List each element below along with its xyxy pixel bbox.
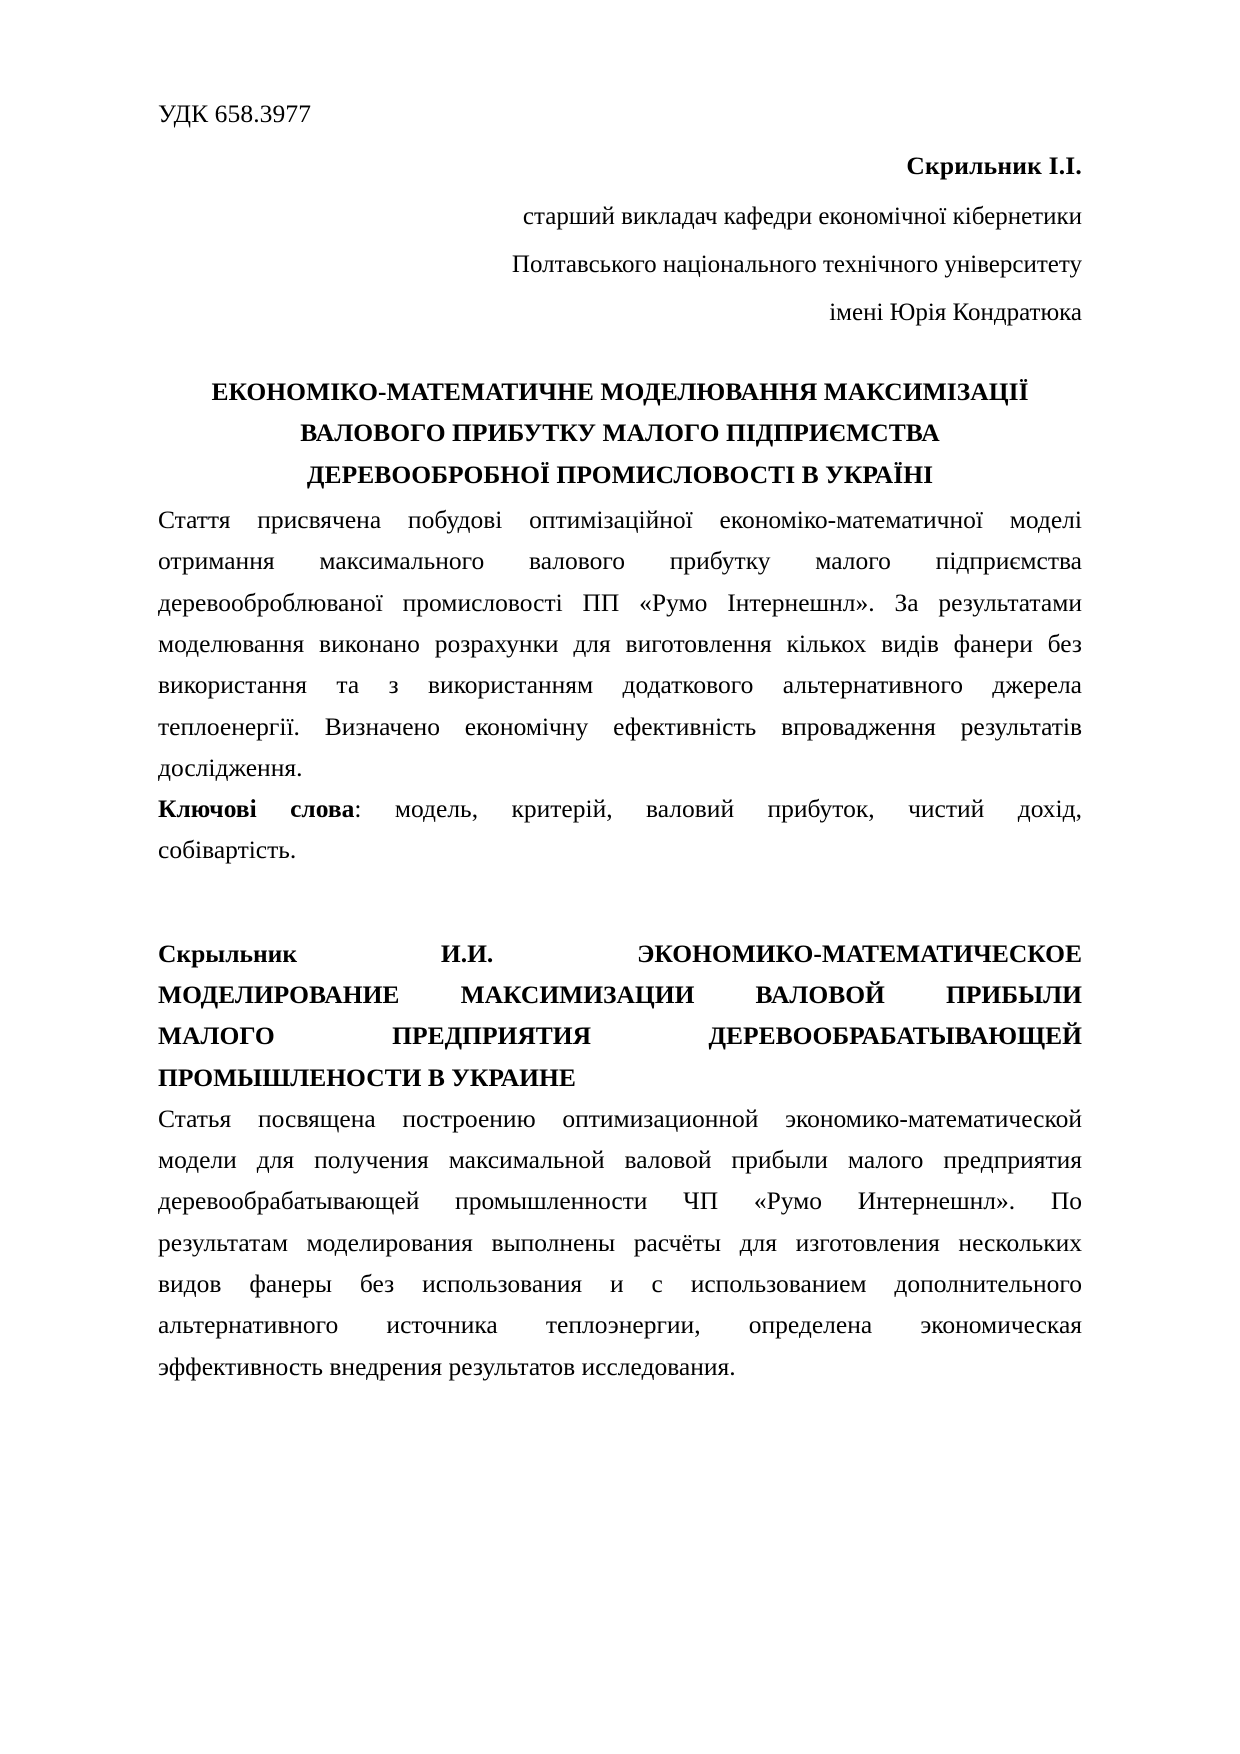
section-divider-space [158, 871, 1082, 933]
title-russian-line-3: МАЛОГО ПРЕДПРИЯТИЯ ДЕРЕВООБРАБАТЫВАЮЩЕЙ [158, 1021, 1082, 1051]
keywords-ukrainian-values-line-1: модель, критерій, валовий прибуток, чистий дохід, [394, 794, 1082, 824]
abstract-russian-line-5: видов фанеры без использования и с использованием дополнительного [158, 1269, 1082, 1299]
author-name: Скрильник І.І. [906, 150, 1082, 180]
abstract-ukrainian [158, 499, 1082, 788]
abstract-russian-line-2: модели для получения максимальной валовой прибыли малого предприятия [158, 1145, 1082, 1175]
page-content [158, 98, 1082, 1387]
keywords-ukrainian-values-line-2: собівартість. [158, 835, 297, 865]
abstract-russian [158, 1098, 1082, 1387]
author-header-block [158, 150, 1082, 327]
abstract-russian-line-1: Статья посвящена построению оптимизационной экономико-математической [158, 1103, 1082, 1133]
title-russian-line-2: МОДЕЛИРОВАНИЕ МАКСИМИЗАЦИИ ВАЛОВОЙ ПРИБЫЛИ [158, 979, 1082, 1009]
abstract-russian-line-6: альтернативного источника теплоэнергии, определена экономическая [158, 1310, 1082, 1340]
title-russian-line-4: ПРОМЫШЛЕНОСТИ В УКРАИНЕ [158, 1062, 576, 1092]
abstract-ukrainian-line-2: отримання максимального валового прибутку малого підприємства [158, 546, 1082, 576]
abstract-ukrainian-line-5: використання та з використанням додаткового альтернативного джерела [158, 670, 1082, 700]
abstract-ukrainian-line-4: моделювання виконано розрахунки для виготовлення кількох видів фанери без [158, 628, 1082, 658]
title-ukrainian-line-2: ВАЛОВОГО ПРИБУТКУ МАЛОГО ПІДПРИЄМСТВА [300, 418, 940, 448]
abstract-russian-line-4: результатам моделирования выполнены расчёты для изготовления нескольких [158, 1227, 1082, 1257]
abstract-ukrainian-line-1: Стаття присвячена побудові оптимізаційної економіко-математичної моделі [158, 505, 1082, 535]
keywords-ukrainian-label: Ключові слова [158, 794, 355, 824]
abstract-russian-line-7: эффективность внедрения результатов исследования. [158, 1351, 736, 1381]
keywords-ukrainian-line-1 [158, 788, 1082, 829]
title-ukrainian [158, 371, 1082, 495]
abstract-ukrainian-line-6: теплоенергії. Визначено економічну ефективність впровадження результатів [158, 711, 1082, 741]
abstract-ukrainian-line-3: деревооброблюваної промисловості ПП «Румо Інтернешнл». За результатами [158, 587, 1082, 617]
keywords-ukrainian [158, 788, 1082, 871]
udc-code: УДК 658.3977 [158, 99, 312, 128]
author-affiliation-line-2: Полтавського національного технічного університету [511, 251, 1082, 279]
abstract-ukrainian-line-7: дослідження. [158, 752, 303, 782]
abstract-russian-line-3: деревообрабатывающей промышленности ЧП «Румо Интернешнл». По [158, 1186, 1082, 1216]
title-ukrainian-line-1: ЕКОНОМІКО-МАТЕМАТИЧНЕ МОДЕЛЮВАННЯ МАКСИМІЗАЦІЇ [211, 377, 1029, 407]
title-russian-line-1: Скрыльник И.И. ЭКОНОМИКО-МАТЕМАТИЧЕСКОЕ [158, 938, 1082, 968]
author-affiliation-line-3: імені Юрія Кондратюка [829, 299, 1082, 327]
keywords-ukrainian-separator: : [354, 794, 362, 824]
title-russian [158, 933, 1082, 1098]
author-affiliation-line-1: старший викладач кафедри економічної кібернетики [522, 203, 1082, 231]
title-ukrainian-line-3: ДЕРЕВООБРОБНОЇ ПРОМИСЛОВОСТІ В УКРАЇНІ [306, 459, 934, 489]
